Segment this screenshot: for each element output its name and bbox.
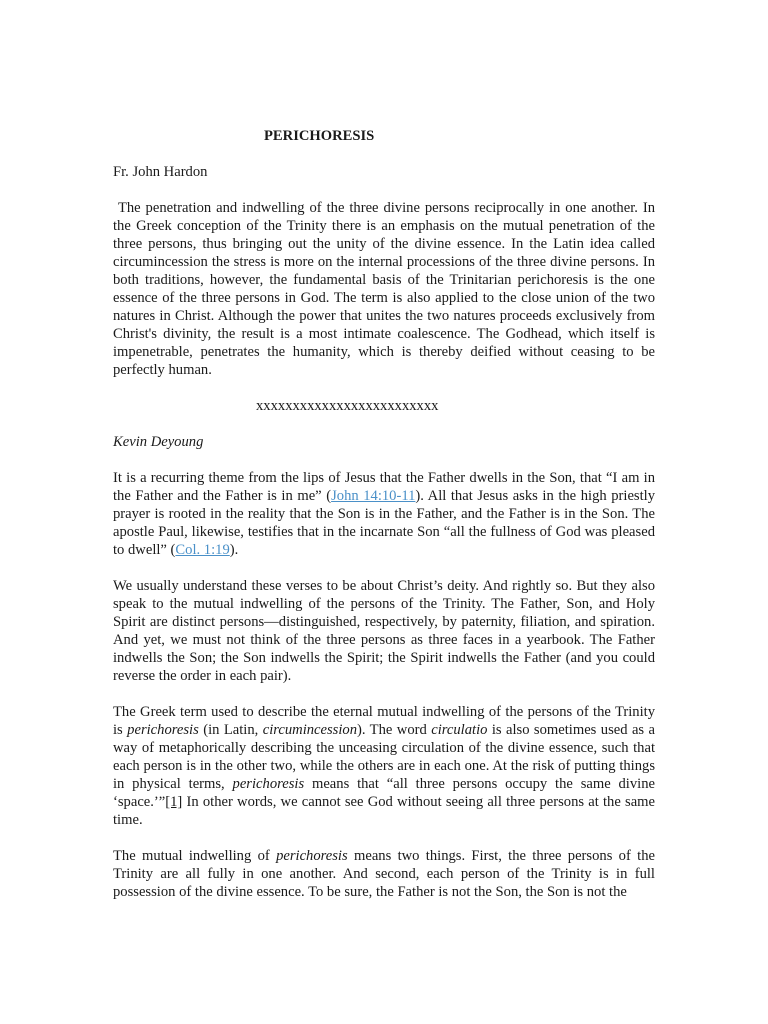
text-segment: ). <box>229 542 239 558</box>
paragraph-deity: We usually understand these verses to be about Christ’s deity. And rightly so. But they also speak to the mutual indwelling of the persons of the Trinity. The Father, Son, and Holy Spirit are distinct persons—distinguished, respectively, by paternity, filiation, and spiration. And yet, we must not think of the three persons as three faces in a yearbook. The Father indwells the Son; the Son indwells the Spirit; the Spirit indwells the Father (and you could reverse the order in each pair). <box>113 578 655 684</box>
section-separator: xxxxxxxxxxxxxxxxxxxxxxxxx <box>256 398 439 414</box>
paragraph-mutual <box>113 847 655 901</box>
scripture-link-colossians[interactable]: Col. 1:19 <box>175 542 230 558</box>
document-title: PERICHORESIS <box>264 128 375 144</box>
document-page <box>113 127 659 919</box>
italic-term: circumincession <box>262 722 358 738</box>
paragraph-indwelling <box>113 469 655 559</box>
text-segment: In other words, we cannot see God without seeing all three persons at the same time. <box>113 794 655 828</box>
text-segment: The mutual indwelling of <box>113 848 277 864</box>
italic-term: perichoresis <box>127 722 199 738</box>
text-segment: The Greek term used to describe the eternal mutual indwelling of the persons of the Trinity is <box>113 704 655 738</box>
scripture-link-john[interactable]: John 14:10-11 <box>331 488 416 504</box>
text-segment: is also sometimes used as a way of metaphorically describing the unceasing circulation of the divine essence, such that each person is in the other two, while the others are in each one. At the risk of putting things in physical terms, <box>113 722 656 792</box>
italic-term: perichoresis <box>232 776 305 792</box>
italic-term: perichoresis <box>276 848 348 864</box>
italic-term: circulatio <box>431 722 488 738</box>
text-segment: means that “all three persons occupy the same divine ‘space.’” <box>113 776 655 810</box>
text-segment: ). All that Jesus asks in the high priestly prayer is rooted in the reality that the Son is in the Father, and the Father is in the Son. The apostle Paul, likewise, testifies that in the incarnate Son “all the fullness of God was pleased to dwell” ( <box>113 488 656 558</box>
author-name-2: Kevin Deyoung <box>113 434 204 450</box>
paragraph-greek-term <box>113 703 655 829</box>
footnote-link[interactable]: [1] <box>165 794 183 810</box>
paragraph-definition: The penetration and indwelling of the three divine persons reciprocally in one another. In the Greek conception of the Trinity there is an emphasis on the mutual penetration of the three persons, thus bringing out the unity of the divine essence. In the Latin idea called circumincession the stress is more on the internal processions of the three divine persons. In both traditions, however, the fundamental basis of the Trinitarian perichoresis is the one essence of the three persons in God. The term is also applied to the close union of the two natures in Christ. Although the power that unites the two natures proceeds exclusively from Christ's divinity, the result is a most intimate coalescence. The Godhead, which itself is impenetrable, penetrates the humanity, which is thereby deified without ceasing to be perfectly human. <box>113 200 659 378</box>
text-segment: means two things. First, the three persons of the Trinity are all fully in one another. And second, each person of the Trinity is in full possession of the divine essence. To be sure, the Father is not the Son, the Son is not the <box>113 848 655 900</box>
author-name: Fr. John Hardon <box>113 164 208 180</box>
text-segment: (in Latin, <box>198 722 263 738</box>
text-segment: ). The word <box>357 722 432 738</box>
text-segment: It is a recurring theme from the lips of Jesus that the Father dwells in the Son, that “I am in the Father and the Father is in me” ( <box>113 470 655 504</box>
